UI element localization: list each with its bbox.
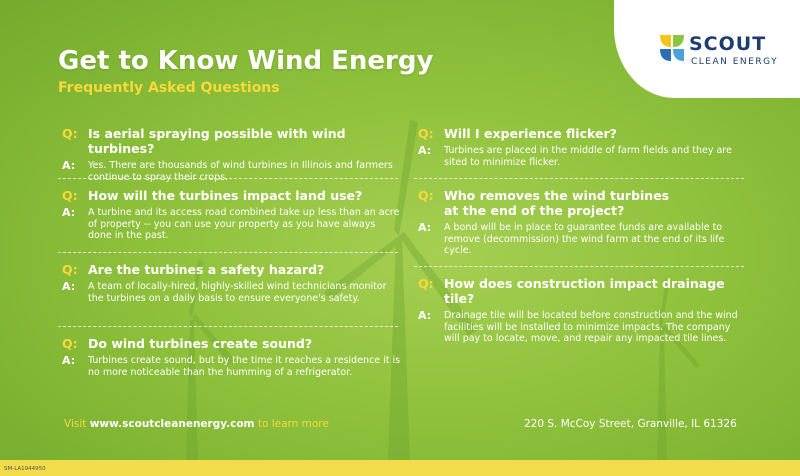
logo-tagline: CLEAN ENERGY (691, 57, 779, 67)
faq-answer: A: Turbines create sound, but by the time it reaches a residence it is no more noticeable than the humming of a refrigerator. (62, 354, 401, 378)
faq-question: Q: Who removes the wind turbines at the end of the project? (418, 188, 670, 218)
faq-answer: A: Drainage tile will be located before construction and the wind facilities will be installed to minimize impacts. The company will pay to locate, move, and repair any impacted tile lines. (418, 309, 738, 344)
job-code: SM-LA1944950 (4, 466, 46, 472)
faq-question: Q: Are the turbines a safety hazard? (62, 262, 325, 277)
faq-question: Q: How does construction impact drainage tile? (418, 276, 725, 306)
divider (414, 178, 744, 179)
faq-question: Q: Do wind turbines create sound? (62, 336, 313, 351)
faq-item-flicker (418, 126, 738, 168)
logo-panel (614, 0, 800, 98)
footer-address: 220 S. McCoy Street, Granville, IL 61326 (524, 418, 737, 430)
footer-visit: Visit www.scoutcleanenergy.com to learn more (64, 418, 329, 430)
website-link[interactable]: www.scoutcleanenergy.com (89, 418, 255, 430)
faq-question: Q: How will the turbines impact land use? (62, 188, 363, 203)
faq-item-land-use (62, 188, 402, 242)
divider (58, 326, 398, 327)
page-title: Get to Know Wind Energy (58, 46, 434, 76)
faq-answer: A: A turbine and its access road combined take up less than an acre of property -- you can use your property as you have always done in the past. (62, 206, 400, 241)
faq-item-safety (62, 262, 402, 304)
divider (58, 178, 398, 179)
divider (414, 266, 744, 267)
faq-item-aerial-spraying (62, 126, 402, 183)
scout-leaf-icon (658, 33, 686, 69)
logo-wordmark: SCOUT (689, 33, 767, 55)
divider (58, 252, 398, 253)
faq-answer: A: Yes. There are thousands of wind turbines in Illinois and farmers continue to spray their crops. (62, 159, 393, 183)
faq-item-removal (418, 188, 725, 257)
faq-item-drainage-tile (418, 276, 748, 345)
faq-answer: A: A bond will be in place to guarantee funds are available to remove (decommission) the wind farm at the end of its life cycle. (418, 221, 725, 256)
faq-item-sound (62, 336, 402, 378)
page-subtitle: Frequently Asked Questions (58, 80, 280, 96)
faq-question: Q: Will I experience flicker? (418, 126, 617, 141)
faq-answer: A: A team of locally-hired, highly-skilled wind technicians monitor the turbines on a daily basis to ensure everyone's safety. (62, 280, 387, 304)
faq-question: Q: Is aerial spraying possible with wind turbines? (62, 126, 346, 156)
bottom-yellow-strip (0, 460, 800, 476)
faq-answer: A: Turbines are placed in the middle of farm fields and they are sited to minimize flicker. (418, 144, 732, 168)
